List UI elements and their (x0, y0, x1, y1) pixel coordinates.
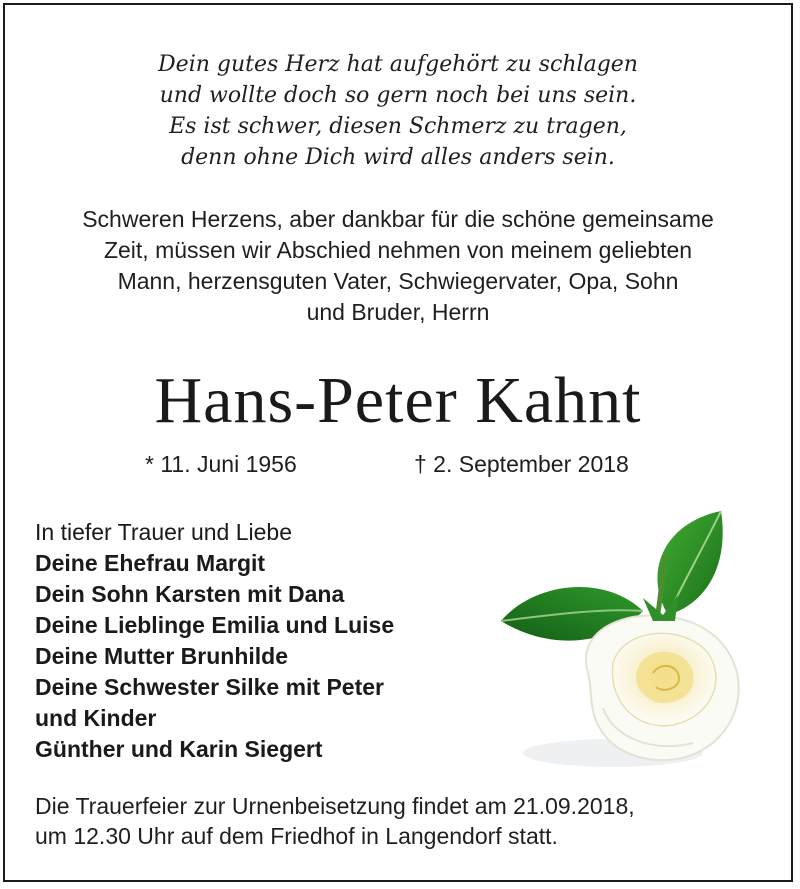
family-member: Deine Schwester Silke mit Peter (35, 674, 384, 700)
intro-line: Zeit, müssen wir Abschied nehmen von meinem geliebten (103, 237, 693, 263)
death-date: † 2. September 2018 (414, 451, 629, 477)
intro-line: und Bruder, Herrn (306, 299, 490, 325)
family-member: Dein Sohn Karsten mit Dana (35, 581, 345, 607)
intro-text (5, 204, 791, 328)
white-rose-icon (493, 503, 763, 793)
family-member: Deine Mutter Brunhilde (35, 643, 289, 669)
verse-line: Es ist schwer, diesen Schmerz zu tragen, (169, 114, 627, 139)
family-member: Günther und Karin Siegert (35, 736, 323, 762)
family-intro: In tiefer Trauer und Liebe (35, 519, 292, 545)
verse-line: Dein gutes Herz hat aufgehört zu schlagen (158, 52, 638, 77)
birth-date: * 11. Juni 1956 (145, 451, 297, 477)
funeral-line: Die Trauerfeier zur Urnenbeisetzung findet am 21.09.2018, (35, 793, 635, 819)
verse-line: denn ohne Dich wird alles anders sein. (181, 145, 615, 170)
family-member: Deine Lieblinge Emilia und Luise (35, 612, 395, 638)
family-member: und Kinder (35, 705, 157, 731)
verse-line: und wollte doch so gern noch bei uns sein. (159, 83, 637, 108)
family-list (35, 517, 394, 765)
funeral-line: um 12.30 Uhr auf dem Friedhof in Langendorf statt. (35, 823, 558, 849)
intro-line: Schweren Herzens, aber dankbar für die schöne gemeinsame (82, 206, 714, 232)
obituary-frame (3, 3, 793, 882)
intro-line: Mann, herzensguten Vater, Schwiegervater, Opa, Sohn (117, 268, 679, 294)
family-member: Deine Ehefrau Margit (35, 550, 266, 576)
deceased-name: Hans-Peter Kahnt (154, 364, 642, 437)
funeral-info (35, 791, 635, 851)
verse (5, 49, 791, 173)
